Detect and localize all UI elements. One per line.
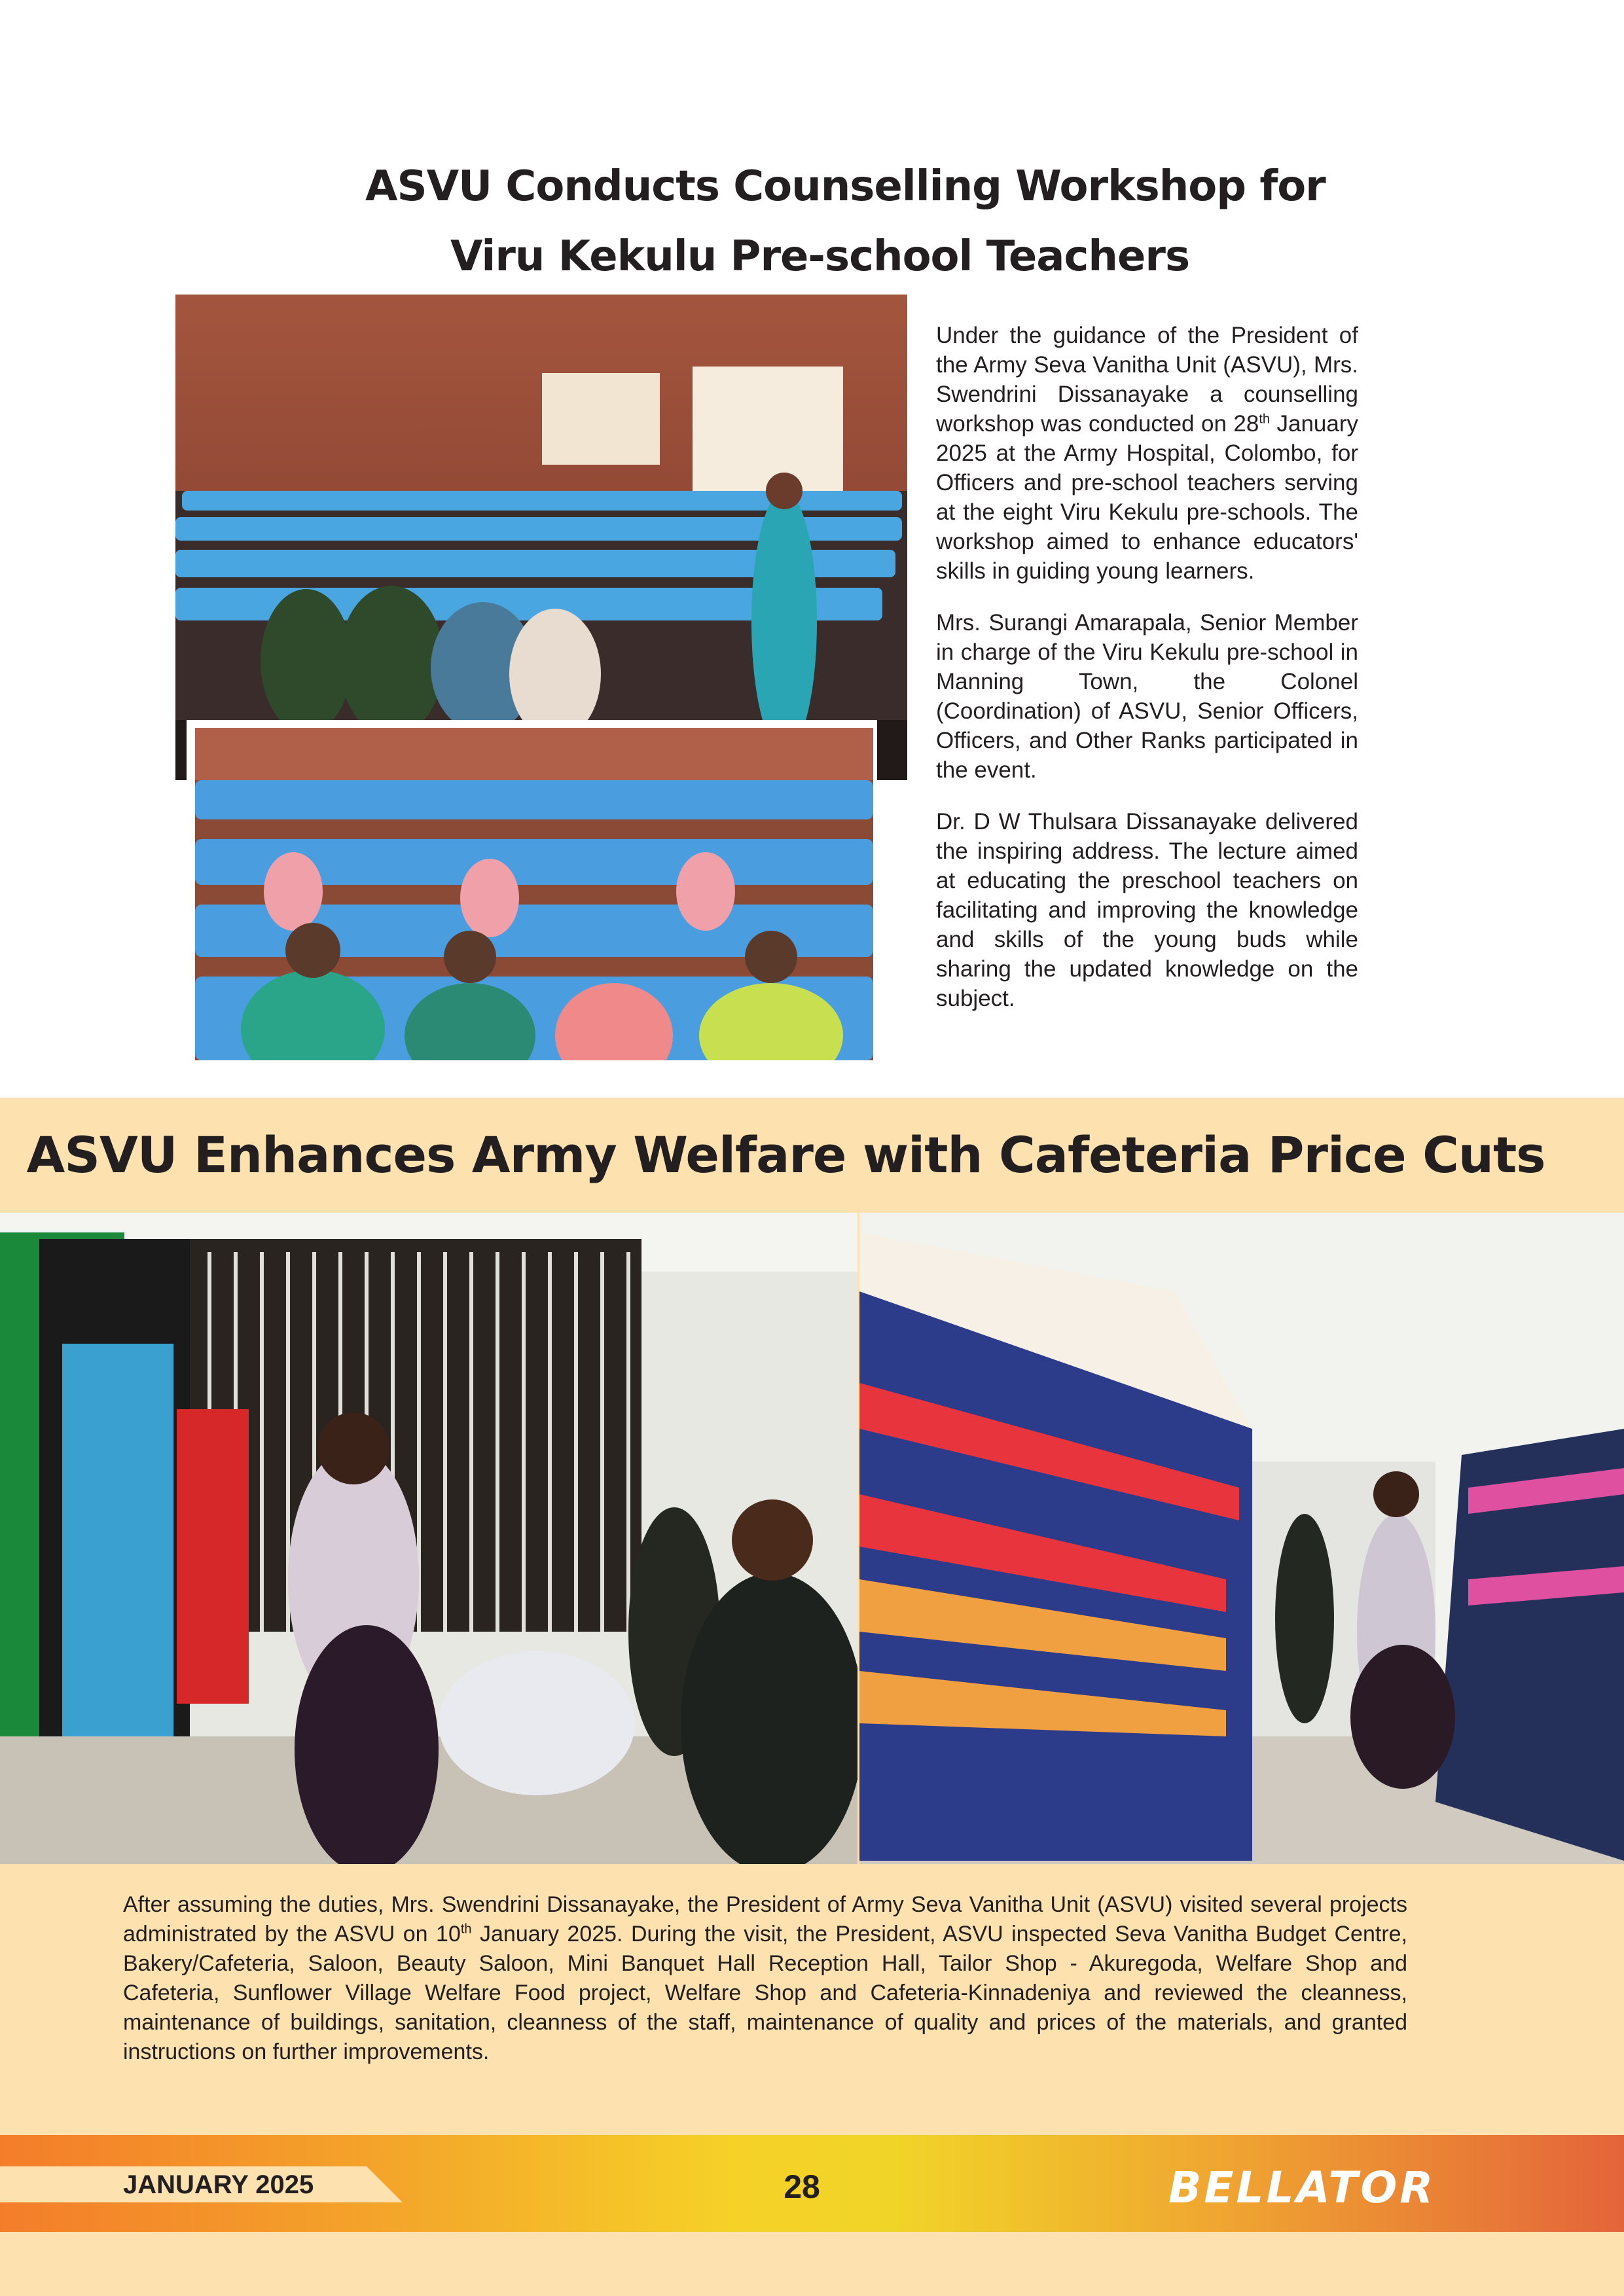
workshop-auditorium-photo: [175, 295, 907, 780]
magazine-logo: BELLATOR: [1168, 2162, 1436, 2213]
article2-text-a: After assuming the duties, Mrs. Swendrini Dissanayake, the President of Army Seva Vanitha Unit (ASVU) visited several projects administrated by the ASVU on 10: [123, 1892, 1407, 1946]
article2-body: [123, 1890, 1407, 2067]
article1-paragraph-3: Dr. D W Thulsara Dissanayake delivered the inspiring address. The lecture aimed at educating the preschool teachers on facilitating and improving the knowledge and skills of the young buds while sharing the updated knowledge on the subject.: [936, 809, 1358, 1011]
article1-paragraph-2: Mrs. Surangi Amarapala, Senior Member in charge of the Viru Kekulu pre-school in Manning Town, the Colonel (Coordination) of ASVU, Senior Officers, Officers, and Other Ranks participated in the event.: [936, 610, 1358, 783]
article1-paragraph-1: [936, 321, 1358, 586]
article1-body: [936, 321, 1358, 1035]
article1-paragraph-1-text-a: Under the guidance of the President of the Army Seva Vanitha Unit (ASVU), Mrs. Swendrini Dissanayake a counselling workshop was conducted on 28: [936, 323, 1358, 437]
issue-month: JANUARY 2025: [123, 2170, 314, 2199]
ordinal-suffix: th: [460, 1922, 472, 1937]
article1-paragraph-1-text-b: January 2025 at the Army Hospital, Colombo, for Officers and pre-school teachers serving at the eight Viru Kekulu pre-schools. The workshop aimed to enhance educators' skills in guiding young learners.: [936, 411, 1358, 584]
article1-title-line1: ASVU Conducts Counselling Workshop for: [365, 162, 1326, 211]
teachers-seated-photo: [195, 728, 873, 1060]
ordinal-suffix: th: [1259, 412, 1270, 427]
article2-text-b: January 2025. During the visit, the President, ASVU inspected Seva Vanitha Budget Centre, Bakery/Cafeteria, Saloon, Beauty Saloon, Mini Banquet Hall Reception Hall, Tailor Shop - Akuregoda, Welfare Shop and Cafeteria, Sunflower Village Welfare Food project, Welfare Shop and Cafeteria-Kinnadeniya and reviewed the cleanness, maintenance of buildings, sanitation, cleanness of the staff, maintenance of quality and prices of the materials, and granted instructions on further improvements.: [123, 1922, 1407, 2064]
bottom-strip: [0, 2232, 1624, 2296]
welfare-shop-photo: [859, 1213, 1624, 1864]
cafeteria-inspection-photo: [0, 1213, 857, 1864]
article2-title: ASVU Enhances Army Welfare with Cafeteria Price Cuts: [26, 1126, 1545, 1184]
page-number: 28: [784, 2168, 820, 2205]
article1-title-line2: Viru Kekulu Pre-school Teachers: [450, 232, 1190, 281]
